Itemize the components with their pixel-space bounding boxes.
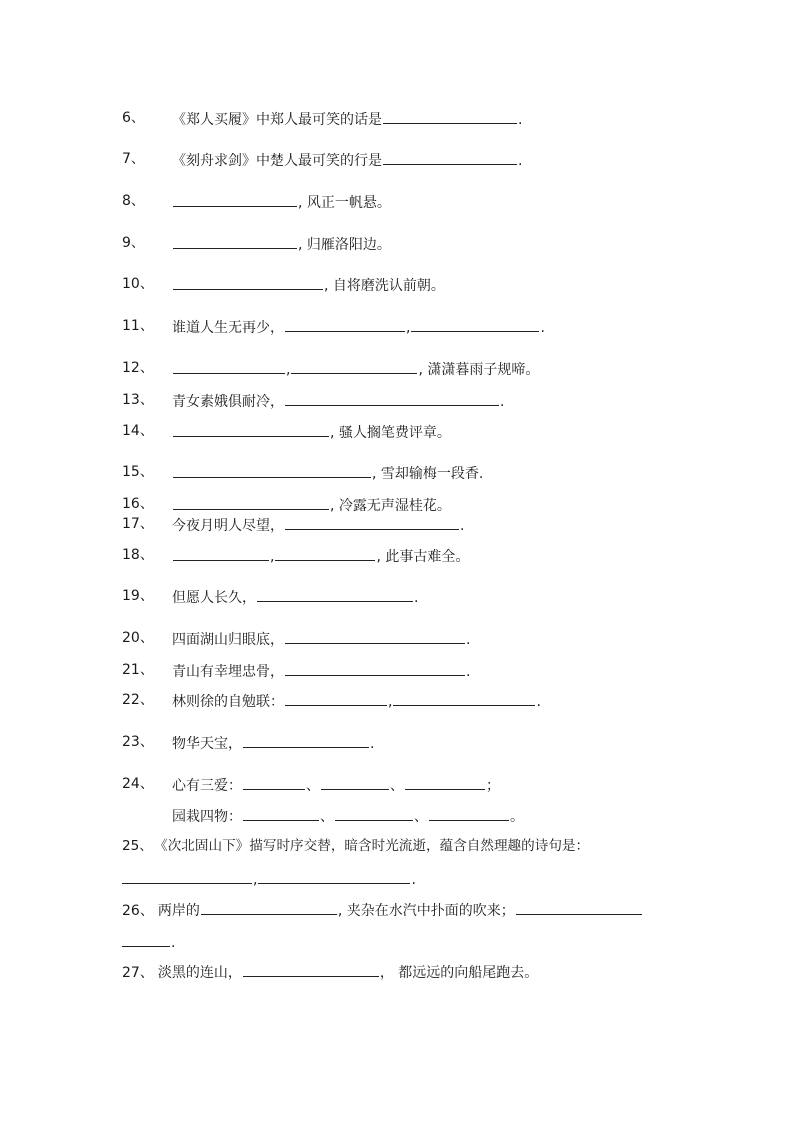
question-25-answers [122,869,416,889]
punctuation: ； [486,778,500,794]
answer-blank[interactable] [291,359,417,374]
question-text: 心有三爱： [172,778,242,794]
punctuation: . [518,112,523,128]
answer-blank[interactable] [243,806,319,821]
question-number: 25、 [122,838,153,854]
question-text: , 潇潇暮雨子规啼。 [418,362,540,378]
question-text: , 归雁洛阳边。 [298,237,391,253]
answer-blank[interactable] [173,463,371,478]
question-number: 12、 [122,360,154,376]
punctuation: . [536,694,541,710]
question-number: 13、 [122,392,154,408]
answer-blank[interactable] [258,869,410,884]
punctuation: . [500,394,505,410]
question-number: 6、 [122,110,145,126]
answer-blank[interactable] [173,275,323,290]
question-number: 15、 [122,464,154,480]
question-text: 《次北固山下》描写时序交替，暗含时光流逝，蕴含自然理趣的诗句是： [160,838,590,854]
question-text: , 风正一帆悬。 [298,195,391,211]
answer-blank[interactable] [243,775,305,790]
answer-blank[interactable] [173,546,269,561]
answer-blank[interactable] [173,359,285,374]
question-number: 8、 [122,193,145,209]
question-number: 11、 [122,318,154,334]
question-text: ， 都远远的向船尾跑去。 [379,965,539,981]
question-text: 谁道人生无再少， [172,320,284,336]
question-text: 今夜月明人尽望， [172,518,284,534]
question-text: , 夹杂在水汽中扑面的吹来； [337,903,515,919]
punctuation: . [466,664,471,680]
question-text: 青女素娥俱耐冷， [172,394,284,410]
question-number: 17、 [122,516,154,532]
question-text: , 冷露无声湿桂花。 [330,498,451,514]
answer-blank[interactable] [335,806,413,821]
punctuation: , [406,320,411,336]
answer-blank[interactable] [383,109,517,124]
answer-blank[interactable] [173,234,297,249]
answer-blank[interactable] [173,422,329,437]
answer-blank[interactable] [173,495,329,510]
punctuation: . [414,590,419,606]
question-number: 20、 [122,630,154,646]
answer-blank[interactable] [383,150,517,165]
question-number: 18、 [122,547,154,563]
question-26 [122,900,643,920]
question-26-continuation [122,932,175,952]
punctuation: . [518,153,523,169]
answer-blank[interactable] [429,806,509,821]
answer-blank[interactable] [243,962,379,977]
question-text: 物华天宝， [172,736,242,752]
answer-blank[interactable] [516,900,642,915]
answer-blank[interactable] [405,775,485,790]
question-number: 19、 [122,588,154,604]
question-number: 26、 [122,903,154,919]
question-text: 但愿人长久， [172,590,256,606]
punctuation: , [270,549,275,565]
answer-blank[interactable] [321,775,389,790]
question-number: 14、 [122,423,154,439]
answer-blank[interactable] [285,629,465,644]
punctuation: , [388,694,393,710]
punctuation: . [411,872,416,888]
question-27 [122,962,538,982]
punctuation: . [171,935,176,951]
question-number: 24、 [122,776,154,792]
question-text: , 此事古难全。 [376,549,470,565]
punctuation: . [540,320,545,336]
question-text: 青山有幸埋忠骨， [172,664,284,680]
question-number: 16、 [122,496,154,512]
question-text: , 骚人搁笔费评章。 [330,425,451,441]
question-text: 两岸的 [157,903,200,919]
answer-blank[interactable] [275,546,375,561]
punctuation: 、 [306,778,320,794]
question-number: 23、 [122,734,154,750]
question-number: 27、 [122,965,154,981]
answer-blank[interactable] [257,587,413,602]
question-25 [122,837,589,855]
question-number: 21、 [122,662,154,678]
question-number: 10、 [122,276,154,292]
answer-blank[interactable] [285,317,405,332]
answer-blank[interactable] [122,932,170,947]
punctuation: 、 [414,809,428,825]
question-text: , 自将磨洗认前朝。 [324,278,445,294]
question-text: , 雪却输梅一段香. [372,466,484,482]
answer-blank[interactable] [285,691,387,706]
question-number: 9、 [122,235,145,251]
punctuation: 、 [320,809,334,825]
question-text: 园栽四物： [172,809,242,825]
punctuation: , [253,872,258,888]
punctuation: . [370,736,375,752]
answer-blank[interactable] [201,900,337,915]
answer-blank[interactable] [285,391,499,406]
punctuation: . [466,632,471,648]
answer-blank[interactable] [173,192,297,207]
answer-blank[interactable] [285,515,459,530]
punctuation: 。 [510,809,524,825]
answer-blank[interactable] [393,691,535,706]
question-text: 淡黑的连山， [157,965,242,981]
punctuation: 、 [390,778,404,794]
question-number: 22、 [122,692,154,708]
punctuation: , [286,362,291,378]
answer-blank[interactable] [411,317,539,332]
question-text: 四面湖山归眼底， [172,632,284,648]
question-number: 7、 [122,151,145,167]
question-text: 《刻舟求剑》中楚人最可笑的行是 [172,153,382,169]
answer-blank[interactable] [243,733,369,748]
answer-blank[interactable] [122,869,252,884]
question-text: 林则徐的自勉联： [172,694,284,710]
question-text: 《郑人买履》中郑人最可笑的话是 [172,112,382,128]
answer-blank[interactable] [285,661,465,676]
punctuation: . [460,518,465,534]
